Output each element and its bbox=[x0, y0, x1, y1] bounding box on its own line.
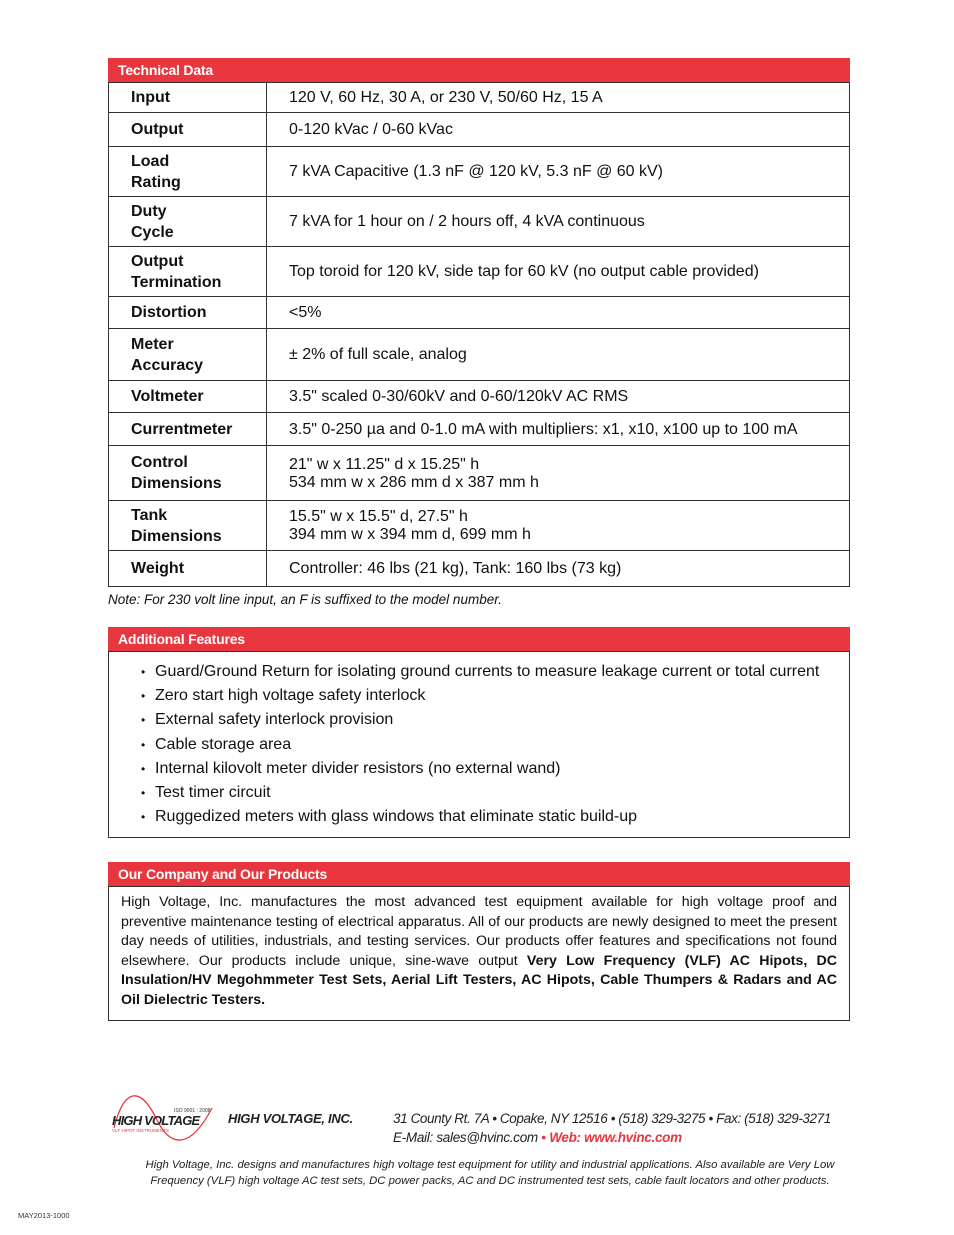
feature-item: • Internal kilovolt meter divider resistors (no external wand) bbox=[109, 757, 849, 781]
logo-subtitle: VLF HIPOT INSTRUMENTS bbox=[112, 1128, 169, 1133]
footer-email[interactable]: E-Mail: sales@hvinc.com bbox=[393, 1130, 538, 1145]
feature-item: • Cable storage area bbox=[109, 733, 849, 757]
spec-row bbox=[109, 446, 850, 501]
features-list bbox=[109, 660, 849, 829]
technical-data-table bbox=[108, 82, 850, 587]
spec-label: Control Dimensions bbox=[109, 446, 267, 501]
features-box bbox=[108, 651, 850, 838]
spec-label: Distortion bbox=[109, 297, 267, 329]
spec-label: Output bbox=[109, 113, 267, 147]
spec-row bbox=[109, 197, 850, 247]
footer-bullet: • bbox=[541, 1130, 546, 1145]
spec-value: 120 V, 60 Hz, 30 A, or 230 V, 50/60 Hz, 15 A bbox=[267, 83, 850, 113]
additional-features-header: Additional Features bbox=[108, 627, 850, 651]
spec-label: Currentmeter bbox=[109, 413, 267, 446]
feature-item: • External safety interlock provision bbox=[109, 708, 849, 732]
spec-value: 7 kVA for 1 hour on / 2 hours off, 4 kVA continuous bbox=[267, 197, 850, 247]
spec-label: Weight bbox=[109, 551, 267, 587]
spec-value: 3.5" 0-250 µa and 0-1.0 mA with multipliers: x1, x10, x100 up to 100 mA bbox=[267, 413, 850, 446]
spec-label: Tank Dimensions bbox=[109, 501, 267, 551]
company-logo bbox=[110, 1088, 214, 1150]
footer-description: High Voltage, Inc. designs and manufactures high voltage test equipment for utility and industrial applications. Also available are Very Low Frequency (VLF) high voltage AC test sets, DC power packs, AC and DC instrumented test sets, cable fault locators and other products. bbox=[145, 1159, 835, 1187]
spec-row bbox=[109, 147, 850, 197]
spec-value: Controller: 46 lbs (21 kg), Tank: 160 lbs (73 kg) bbox=[267, 551, 850, 587]
footer-contact bbox=[393, 1130, 682, 1145]
spec-value: 15.5" w x 15.5" d, 27.5" h 394 mm w x 394 mm d, 699 mm h bbox=[267, 501, 850, 551]
spec-row bbox=[109, 381, 850, 413]
spec-value: Top toroid for 120 kV, side tap for 60 kV (no output cable provided) bbox=[267, 247, 850, 297]
feature-item: • Ruggedized meters with glass windows that eliminate static build-up bbox=[109, 805, 849, 829]
footer-address: 31 County Rt. 7A • Copake, NY 12516 • (518) 329-3275 • Fax: (518) 329-3271 bbox=[393, 1111, 831, 1126]
company-box bbox=[108, 886, 850, 1021]
company-header: Our Company and Our Products bbox=[108, 862, 850, 886]
spec-row bbox=[109, 329, 850, 381]
spec-row bbox=[109, 83, 850, 113]
spec-label: Input bbox=[109, 83, 267, 113]
company-description bbox=[109, 887, 849, 1011]
spec-value: <5% bbox=[267, 297, 850, 329]
spec-row bbox=[109, 247, 850, 297]
company-text-products: Very Low Frequency (VLF) AC Hipots, DC Insulation/HV Megohmmeter Test Sets, Aerial Lift Testers, AC Hipots, Cable Thumpers & Radars and AC Oil Dielectric Testers. bbox=[121, 952, 838, 1008]
spec-row bbox=[109, 501, 850, 551]
spec-row bbox=[109, 297, 850, 329]
spec-label: Load Rating bbox=[109, 147, 267, 197]
company-text-plain: High Voltage, Inc. manufactures the most advanced test equipment available for high voltage proof and preventive maintenance testing of electrical apparatus. All of our products are newly designed to meet the present day needs of utilities, industrials, and testing services. Our products offer features and specifications not found elsewhere. Our products include unique, sine-wave output bbox=[121, 894, 837, 969]
spec-label: Output Termination bbox=[109, 247, 267, 297]
logo-iso: ISO 9001 : 2008 bbox=[174, 1108, 211, 1114]
footer-web-link[interactable]: Web: www.hvinc.com bbox=[549, 1130, 682, 1145]
company-name: HIGH VOLTAGE, INC. bbox=[228, 1111, 353, 1126]
feature-item: • Guard/Ground Return for isolating ground currents to measure leakage current or total current bbox=[109, 660, 849, 684]
spec-value: 7 kVA Capacitive (1.3 nF @ 120 kV, 5.3 nF @ 60 kV) bbox=[267, 147, 850, 197]
spec-row bbox=[109, 551, 850, 587]
technical-data-header: Technical Data bbox=[108, 58, 850, 82]
logo-text: HIGH VOLTAGE bbox=[112, 1113, 200, 1128]
spec-value: 21" w x 11.25" d x 15.25" h 534 mm w x 286 mm d x 387 mm h bbox=[267, 446, 850, 501]
spec-row bbox=[109, 113, 850, 147]
spec-label: Voltmeter bbox=[109, 381, 267, 413]
spec-row bbox=[109, 413, 850, 446]
spec-label: Duty Cycle bbox=[109, 197, 267, 247]
document-code: MAY2013-1000 bbox=[18, 1211, 70, 1220]
model-note: Note: For 230 volt line input, an F is suffixed to the model number. bbox=[108, 592, 502, 607]
feature-item: • Zero start high voltage safety interlock bbox=[109, 684, 849, 708]
spec-value: 3.5" scaled 0-30/60kV and 0-60/120kV AC RMS bbox=[267, 381, 850, 413]
spec-label: Meter Accuracy bbox=[109, 329, 267, 381]
spec-value: ± 2% of full scale, analog bbox=[267, 329, 850, 381]
feature-item: • Test timer circuit bbox=[109, 781, 849, 805]
spec-value: 0-120 kVac / 0-60 kVac bbox=[267, 113, 850, 147]
